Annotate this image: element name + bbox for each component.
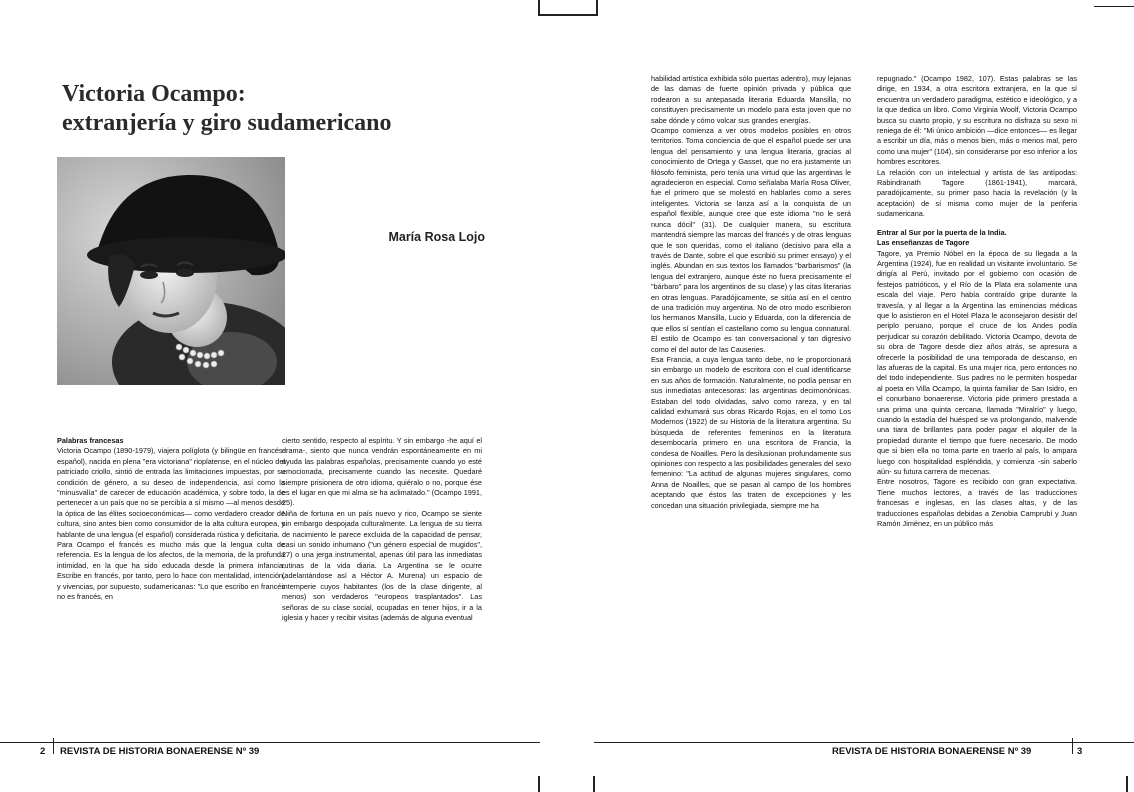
section-subheading: Las enseñanzas de Tagore (877, 238, 970, 248)
section-heading: Palabras francesas (57, 436, 124, 445)
footer-rule-right (594, 742, 1134, 743)
crop-mark (538, 776, 540, 792)
text-column-2 (282, 436, 482, 623)
paragraph: Tagore, ya Premio Nóbel en la época de su llegada a la Argentina (1924), fue en realidad un visitante involuntario. Se dirigía al Perú, invitado por el gobierno con ocasión de festejos patrióticos, y el Río de la Plata era solamente una escala del viaje. Pero había contraído gripe durante la travesía, y al llegar a la Argentina las eminencias médicas que lo asistieron en el Hotel Plaza le aconsejaron desistir del periplo peruano, porque el cruce de los Andes podía perjudicar su corazón debilitado. Victoria Ocampo, devota de su obra de Tagore desde diez años atrás, se apresura a ofrecerle la posibilidad de una temporada de descanso, en las afueras de la capital. Es una mujer rica, pero entonces no del todo independiente. Sus padres no le permiten hospedar al poeta en Villa Ocampo, la quinta familiar de San Isidro, en el conurbano bonaerense. Victoria pide primero prestada a una prima una quinta cercana, llamada "Miralrío" y luego, cuando la estadía del huésped se va prolongando, malvende una tiara de brillantes para poder pagar el alquiler de la propiedad durante el tiempo que fuere necesario. De modo que si bien ella no toma parte en traerlo al país, lo ampara luego con hospitalidad espléndida, y comienza -sin saberlo aún- su futura carrera de mecenas. (877, 248, 1077, 477)
paragraph: Niña de fortuna en un país nuevo y rico, Ocampo se siente sin embargo despojada culturalmente. La lengua de su tierra de nacimiento le parece excluida de la capacidad de pensar, casi un sonido inhumano ("un género especial de mugidos", 27) o una jerga instrumental, apenas útil para las inmediatas rutinas de la vida diaria. La Argentina se le ocurre (adelantándose así a Héctor A. Murena) un espacio de intemperie cuyos habitantes (los de la clase dirigente, al menos) son verdaderos "europeos trasplantados". Las señoras de su clase social, ocupadas en tener hijos, ir a la iglesia y hacer y recibir visitas (además de alguna eventual (282, 508, 482, 622)
paragraph: La relación con un intelectual y artista de las antípodas: Rabindranath Tagore (1861-1941), marcará, paradójicamente, su primer paso hacia la revelación (y la aceptación) de sí misma como mujer de la periferia sudamericana. (877, 167, 1077, 219)
text-column-1 (57, 436, 285, 603)
crop-mark (1094, 6, 1134, 7)
paragraph: Ocampo comienza a ver otros modelos posibles en otros territorios. Toma conciencia de que el español puede ser una lengua del pensamiento y una lengua literaria, gracias al conocimiento de Ortega y Gasset, que no era justamente un filósofo feminista, pero tenía una virtud que las argentinas le agradecieron en especial. Como señalaba María Rosa Oliver, fue el primero que se molestó en hablarles como a seres inteligentes. Victoria se lanza así a la conquista de un español flexible, aunque cree que este idioma "no le será nunca dócil" (31). De cualquier manera, su escritura mantendrá siempre las marcas del francés y de otras lenguas que le son queridas, como el italiano (decisivo para ella a través de Dante, sobre el que escribió su primer ensayo) y el inglés. Abundan en sus textos los llamados "barbarismos" (la lengua del extranjero, aunque éste no fuera precisamente el "bárbaro" para los argentinos de su clase) y las citas literarias en otras lenguas. Paradójicamente, se sitúa así en el centro de una tradición muy argentina. No de otro modo escribieron los hermanos Mansilla, Lucio y Eduarda, con la diferencia de que ellos sí sentían el castellano como su lengua connatural. El estilo de Ocampo es tan conversacional y tan digresivo como el del autor de las Causeries. (651, 126, 851, 354)
paragraph: Esa Francia, a cuya lengua tanto debe, no le proporcionará sin embargo un modelo de escritora con el cual identificarse en sus años de formación. Naturalmente, no podía pensar en sus inmediatas antecesoras: las argentinas decimonónicas. Estaban del todo olvidadas, salvo como rareza, y en tal calidad exhumará sus obras Ricardo Rojas, en el tomo Los Modernos (1922) de su Historia de la literatura argentina. Su búsqueda de referentes femeninos en la literatura desembocaría primero en una escritora de Francia, la condesa de Noailles. Pero la desilusionan profundamente sus opiniones con respecto a las posibilidades generales del sexo femenino: "La actitud de algunas mujeres singulares, como Anna de Noailles, que se pasan al campo de los hombres aceptando que éstos las traten de excepciones y les concedan una situación privilegiada, siempre me ha (651, 354, 851, 510)
footer-divider (1072, 738, 1073, 754)
paragraph: repugnado." (Ocampo 1982, 107). Estas palabras se las dirige, en 1934, a otra escritora extranjera, en la que sí encuentra un verdadero paradigma, estético e ideológico, y a la que dedica un libro. Como Virginia Woolf, Victoria Ocampo busca su cuarto propio, y su escritura no disfraza su sexo ni reniega de él: "Mi único ambición —dice entonces— es llegar a escribir un día, más o menos bien, más o menos mal, pero como una mujer" (104), sin considerarse por eso inferior a los hombres escritores. (877, 74, 1077, 167)
paragraph: Victoria Ocampo (1890-1979), viajera políglota (y bilingüe en francés-español), nacida en plena "era victoriana" rioplatense, en el núcleo del patriciado criollo, sintió de entrada las limitaciones impuestas, por su condición de género, a su deseo de independencia, así como la "minusvalía" de carecer de educación académica, y sobre todo, la de pertenecer a un país que no se percibía a sí mismo —al menos desde la óptica de las élites socioeconómicas— como verdadero creador de cultura, sino antes bien como consumidor de la alta cultura europea, y hablante de una lengua (el español) considerada rústica y deficitaria. (57, 446, 285, 539)
page-number-left: 2 (40, 746, 46, 757)
page-number-right: 3 (1077, 746, 1083, 757)
footer-rule-left (0, 742, 540, 743)
paragraph: Para Ocampo el francés es mucho más que la lengua culta de referencia. Es la lengua de los afectos, de la memoria, de la profunda intimidad, en la que ha sido educada desde la primera infancia. Escribe en francés, por tanto, pero lo hace con mentalidad, intención, y vivencias, por supuesto, sudamericanas: "Lo que escribo en francés no es francés, en (57, 540, 285, 602)
paragraph: cierto sentido, respecto al espíritu. Y sin embargo -he aquí el drama-, siento que nunca vendrán espontáneamente en mi ayuda las palabras españolas, precisamente cuando yo esté emocionada, precisamente cuando las necesite. Quedaré siempre prisionera de otro idioma, quiéralo o no, porque ése es el lugar en que mi alma se ha aclimatado." (Ocampo 1991, 25). (282, 436, 482, 508)
portrait-photo (57, 157, 285, 385)
journal-title-left: REVISTA DE HISTORIA BONAERENSE Nº 39 (60, 746, 260, 757)
article-title (62, 80, 482, 138)
title-line-1: Victoria Ocampo: (62, 81, 246, 107)
footer-divider (53, 738, 54, 754)
paragraph: Entre nosotros, Tagore es recibido con gran expectativa. Tiene muchos lectores, a través de las traducciones francesas e inglesas, en las clases altas, y de las traducciones españolas debidas a Zenobia Camprubí y Juan Ramón Jiménez, en un público más (877, 477, 1077, 529)
article-author: María Rosa Lojo (388, 230, 485, 244)
crop-mark (593, 776, 595, 792)
crop-mark (596, 0, 598, 16)
crop-mark (1126, 776, 1128, 792)
crop-mark (538, 14, 598, 16)
journal-title-right: REVISTA DE HISTORIA BONAERENSE Nº 39 (832, 746, 1032, 757)
paragraph: habilidad artística exhibida sólo puertas adentro), muy lejanas de las damas de fuerte opinión privada y pública que rodearon a su antepasada literaria Eduarda Mansilla, no constituyen precisamente un modelo para esta joven que no sabe dónde y cómo volcar sus grandes energías. (651, 74, 851, 125)
title-line-2: extranjería y giro sudamericano (62, 110, 392, 136)
section-heading: Entrar al Sur por la puerta de la India. (877, 227, 1007, 237)
text-column-3 (651, 74, 851, 511)
text-column-4 (877, 74, 1077, 529)
